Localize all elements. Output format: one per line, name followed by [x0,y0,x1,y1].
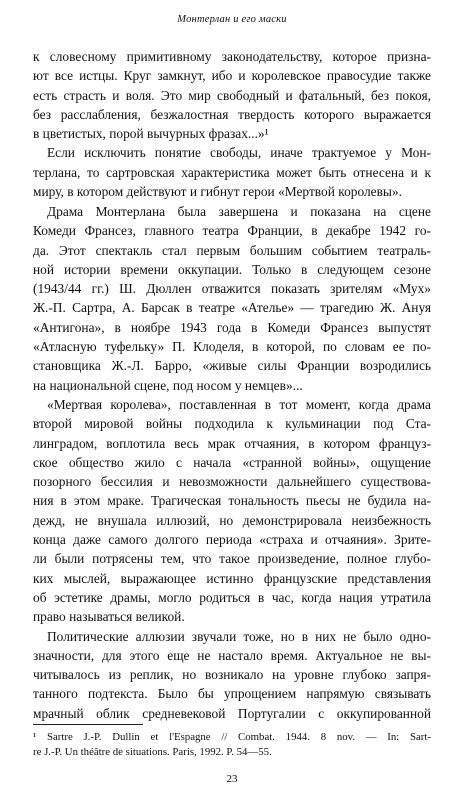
text-line: читывалось из реплик, но возникало на уровне глубоко запря- [33,667,431,683]
text-line: дежд, не внушала иллюзий, но демонстрировала неизбежность [33,512,431,528]
text-line: линградом, воплотила весь мрак отчаяния, в котором француз- [33,435,431,451]
page-number: 23 [226,773,238,785]
footnote-line: re J.-P. Un théâtre de situations. Paris, 1992. P. 54—55. [33,746,272,758]
text-line: на национальной сцене, под носом у немцев»... [33,377,303,393]
text-line: ния в этом мраке. Трагическая тональность пьесы не будила на- [33,493,431,509]
text-line: второй мировой войны подходила к кульминации под Ста- [33,416,431,432]
text-line: в цветистых, порой вычурных фразах...»¹ [33,126,269,142]
running-head: Монтерлан и его маски [177,14,287,25]
text-line: Ж.-П. Сартра, А. Барсак в театре «Ателье» — трагедию Ж. Ануя [33,300,431,316]
text-line: «Атласную туфельку» П. Клоделя, в которой, по словам ее по- [33,339,431,355]
text-line: есть страсть и воля. Это мир свободный и фатальный, без покоя, [33,87,431,103]
text-line: Драма Монтерлана была завершена и показана на сцене [47,204,431,219]
text-line: ют все истцы. Круг замкнут, ибо и королевское правосудие также [33,68,431,84]
text-line: без расслабления, безжалостная твердость которого выражается [33,106,431,122]
text-line: да. Этот спектакль стал первым большим событием театраль- [33,242,431,258]
text-line: ли были потрясены тем, что такое произведение, полное глубо- [33,551,431,567]
footnote-divider [33,724,143,725]
text-line: об эстетике драмы, могло родиться в час, когда нация утратила [33,589,431,605]
text-line: право называться великой. [33,609,185,625]
text-line: к словесному примитивному законодательству, которое призна- [33,49,431,64]
text-line: позорного бессилия и невозможности дальнейшего существова- [33,474,431,490]
text-line: (1943/44 гг.) Ш. Дюллен отважится показать зрителям «Мух» [33,281,431,297]
text-line: «Мертвая королева», поставленная в тот момент, когда драма [47,396,431,412]
text-line: Политические аллюзии звучали тоже, но в них не было одно- [47,628,431,644]
text-line: становщика Ж.-Л. Барро, «живые силы Франции возродились [33,358,431,374]
text-line: ких мыслей, выражающее истинно французские представления [33,570,431,586]
text-line: мрачный облик средневековой Португалии с оккупированной [33,705,431,721]
text-line: конца даже самого долгого периода «страха и отчаяния». Зрите- [33,532,431,548]
text-line: «Антигона», в ноябре 1943 года в Комеди Франсез выпустят [33,319,431,335]
text-line: Комеди Франсез, главного театра Франции, в декабре 1942 го- [33,223,431,239]
text-line: ной истории времени оккупации. Только в следующем сезоне [33,261,431,277]
footnote-line: ¹ Sartre J.-P. Dullin et l'Espagne // Combat. 1944. 8 nov. — In: Sart- [33,731,431,743]
text-block-1 [33,47,431,201]
text-line: ское общество жило с начала «странной войны», ощущение [33,454,431,470]
text-line: значности, для этого еще не настало время. Актуальное не вы- [33,647,431,663]
text-block-2 [33,202,431,723]
text-line: миру, в котором действуют и гибнут герои «Мертвой королевы». [33,184,402,200]
text-line: танного подтекста. Было бы упрощением напрямую связывать [33,686,431,702]
text-line: Если исключить понятие свободы, иначе трактуемое у Мон- [47,145,431,161]
footnote [33,730,431,760]
text-line: терлана, то сартровская характеристика может быть отнесена и к [33,164,431,180]
